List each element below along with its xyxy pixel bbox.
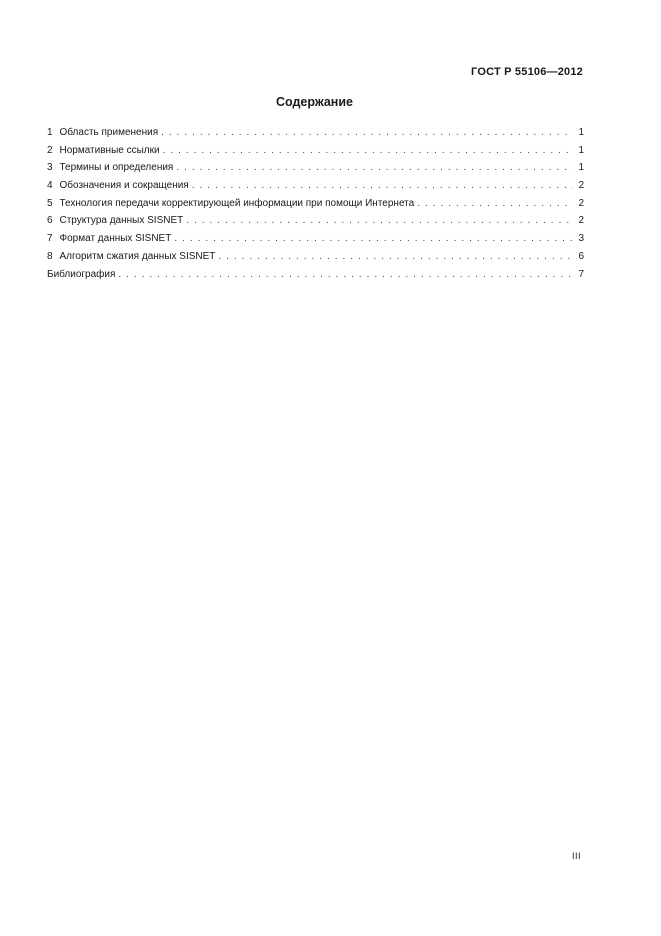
toc-item-label: Структура данных SISNET (59, 215, 184, 227)
toc-item[interactable] (47, 179, 584, 197)
toc-item-label: Алгоритм сжатия данных SISNET (59, 250, 216, 262)
toc-title: Содержание (275, 95, 353, 109)
toc-item-page: 2 (578, 197, 584, 209)
toc-leader-dots (417, 197, 573, 211)
page-number: III (571, 851, 581, 861)
toc-item-number: 4 (47, 180, 53, 192)
document-code: ГОСТ Р 55106—2012 (471, 66, 583, 78)
toc-item-label: Область применения (59, 127, 159, 138)
toc-leader-dots (174, 232, 573, 246)
toc-item[interactable] (47, 250, 584, 268)
toc-item-label: Технология передачи корректирующей информации при помощи Интернета (59, 197, 415, 209)
toc-item-label: Термины и определения (59, 162, 174, 174)
toc-item-page: 2 (578, 215, 584, 227)
toc-leader-dots (161, 126, 573, 140)
toc-item[interactable] (47, 197, 584, 215)
toc-leader-dots (118, 268, 573, 282)
toc-item-number: 3 (47, 162, 53, 174)
toc-item-number: 6 (47, 215, 53, 227)
toc-leader-dots (192, 179, 573, 193)
toc-item-page: 1 (578, 162, 584, 174)
toc-item[interactable] (47, 144, 584, 162)
toc-item[interactable] (47, 161, 584, 179)
toc-item[interactable] (47, 232, 584, 250)
toc-item-label: Нормативные ссылки (59, 144, 160, 156)
toc-item-page: 6 (578, 250, 584, 262)
toc-item-number: 8 (47, 250, 53, 262)
toc-item-number: 5 (47, 197, 53, 209)
table-of-contents (47, 126, 584, 285)
toc-item-number: 7 (47, 233, 53, 245)
toc-item-page: 3 (578, 233, 584, 245)
toc-item-page: 1 (578, 144, 584, 156)
toc-item[interactable] (47, 214, 584, 232)
toc-leader-dots (218, 250, 573, 264)
toc-leader-dots (176, 161, 573, 175)
toc-item-page: 1 (578, 127, 584, 138)
toc-item-number: 2 (47, 144, 53, 156)
toc-item-label: Обозначения и сокращения (59, 180, 189, 192)
toc-item-page: 7 (578, 268, 584, 280)
toc-item-number: 1 (47, 127, 53, 138)
toc-item-label: Библиография (47, 268, 116, 280)
toc-item[interactable] (47, 126, 584, 144)
toc-item-page: 2 (578, 180, 584, 192)
toc-leader-dots (163, 144, 573, 158)
toc-item-bibliography[interactable] (47, 268, 584, 286)
toc-item-label: Формат данных SISNET (59, 233, 172, 245)
toc-leader-dots (186, 214, 573, 228)
